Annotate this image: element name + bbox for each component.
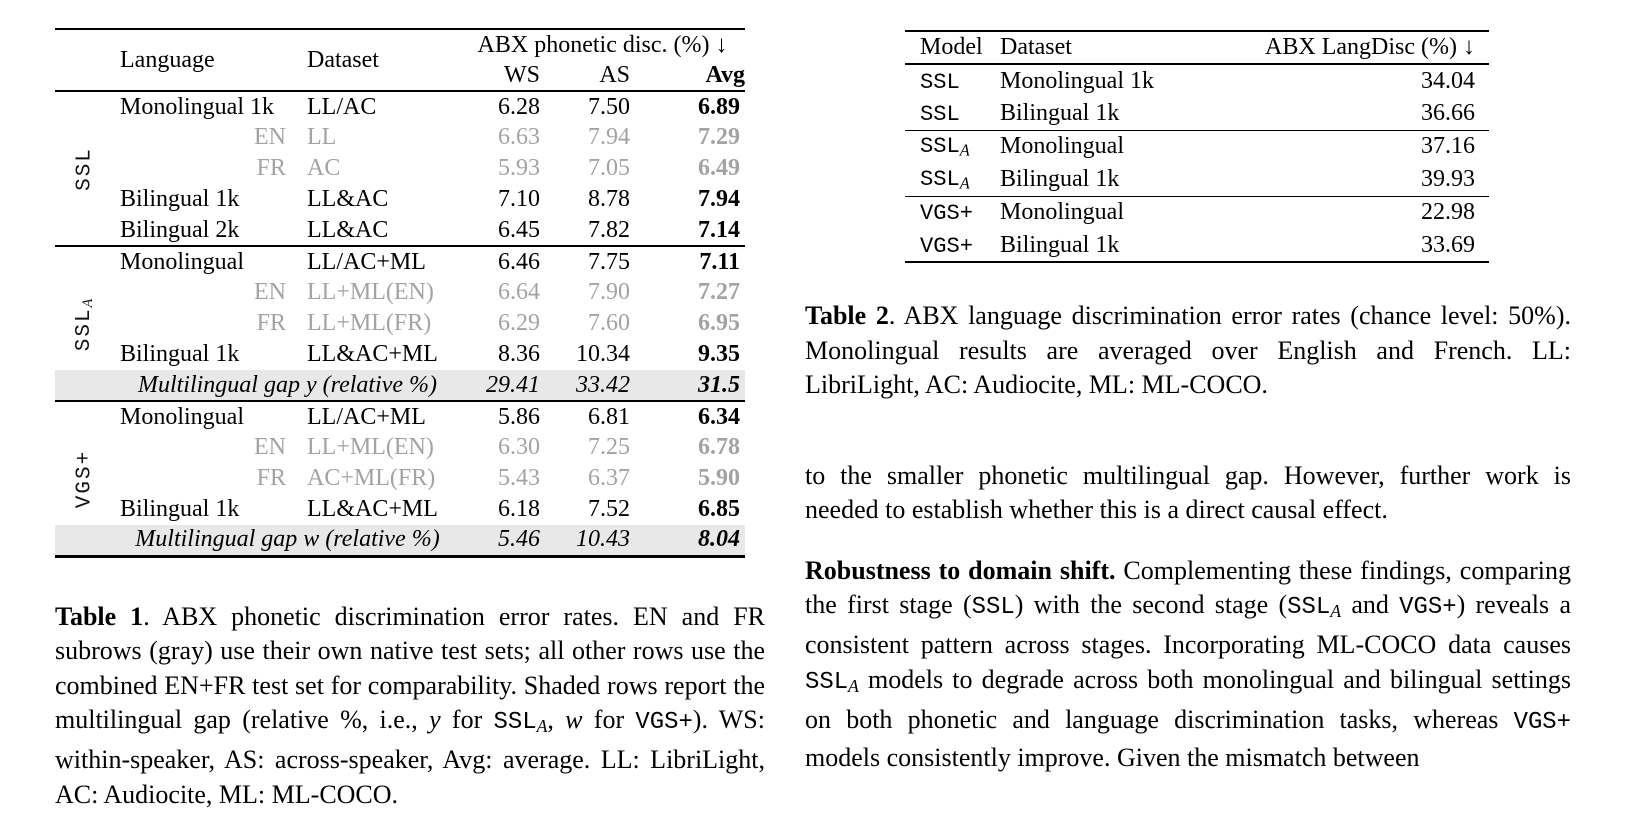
group-label-cell (55, 296, 115, 351)
table-row (905, 130, 1489, 163)
table-row (55, 215, 745, 246)
cell-as: 33.42 (540, 370, 630, 401)
right-column (805, 20, 1571, 775)
cell-ws: 6.46 (460, 246, 540, 277)
group-label-spacer (55, 91, 115, 122)
table-row (55, 494, 745, 525)
cell-avg: 7.27 (698, 279, 741, 305)
table2-header-model: Model (905, 31, 1000, 64)
cell-language: Bilingual 2k (120, 216, 240, 243)
cell-ws: 6.29 (498, 310, 540, 336)
cell-language: FR (256, 465, 286, 491)
multilingual-gap-row (55, 525, 745, 556)
cell-ws: 6.28 (498, 93, 540, 120)
cell-avg: 6.34 (630, 401, 745, 432)
table2-header-metric: ABX LangDisc (%) ↓ (1235, 31, 1489, 64)
cell-language: EN (254, 434, 286, 460)
cell-dataset: AC+ML(FR) (307, 465, 436, 491)
table-row (55, 184, 745, 215)
table1 (55, 28, 745, 558)
gap-row-label: Multilingual gap w (relative %) (115, 525, 460, 556)
table2-caption: Table 2. ABX language discrimination error rates (chance level: 50%). Monolingual results are averaged over English and French. LL: LibriLight, AC: Audiocite, ML: ML-COCO. (805, 301, 1571, 399)
table1-header-language: Language (115, 29, 300, 91)
cell-dataset: Monolingual 1k (1000, 67, 1154, 94)
group-label-cell (55, 449, 115, 508)
cell-as: 7.50 (588, 93, 630, 120)
cell-dataset: AC (307, 155, 341, 181)
cell-dataset: LL+ML(EN) (307, 279, 434, 305)
group-label-spacer (55, 401, 115, 432)
table1-header-dataset: Dataset (300, 29, 460, 91)
cell-model: VGS+ (920, 201, 973, 227)
cell-avg: 7.14 (698, 216, 741, 243)
cell-model: $SSL_A$ (920, 134, 970, 161)
cell-value: 36.66 (1235, 97, 1489, 130)
group-label-spacer (55, 525, 115, 556)
cell-dataset: LL/AC+ML (300, 246, 460, 277)
cell-language: EN (254, 279, 286, 305)
cell-language: EN (254, 124, 286, 150)
cell-dataset: LL/AC+ML (300, 401, 460, 432)
table-row (55, 153, 745, 184)
cell-value: 22.98 (1421, 199, 1475, 226)
cell-as: 10.43 (540, 525, 630, 556)
table1-header-as: AS (540, 60, 630, 91)
cell-avg: 7.29 (698, 124, 741, 150)
cell-as: 7.75 (540, 246, 630, 277)
table-row (55, 463, 745, 494)
table-row (55, 277, 745, 308)
table2-header-dataset: Dataset (1000, 31, 1235, 64)
multilingual-gap-row (55, 370, 745, 401)
cell-avg: 6.49 (698, 155, 741, 181)
table-row (55, 246, 745, 277)
cell-as: 8.78 (588, 186, 630, 212)
cell-ws: 8.36 (498, 341, 540, 367)
cell-value: 37.16 (1421, 133, 1475, 160)
table2-header-row (905, 31, 1489, 64)
cell-avg: 6.95 (698, 310, 741, 336)
cell-avg: 6.89 (698, 93, 741, 120)
cell-as: 6.37 (588, 465, 630, 491)
cell-avg: 6.78 (698, 434, 741, 460)
cell-model: SSL (905, 97, 1000, 130)
cell-dataset: LL&AC (307, 216, 389, 243)
cell-language: Monolingual 1k (120, 93, 274, 120)
cell-avg: 7.94 (698, 186, 741, 212)
cell-value: 39.93 (1235, 163, 1489, 196)
cell-avg: 5.90 (698, 465, 741, 491)
cell-ws: 5.86 (460, 401, 540, 432)
group-label-vgs: VGS+ (73, 449, 97, 508)
table-row (905, 97, 1489, 130)
table1-header-metric-group: ABX phonetic disc. (%) ↓ (460, 29, 745, 60)
cell-avg: 31.5 (630, 370, 745, 401)
cell-dataset: Monolingual (1000, 199, 1124, 226)
cell-as: 10.34 (576, 341, 630, 367)
table1-caption: Table 1. ABX phonetic discrimination error rates. EN and FR subrows (gray) use their own native test sets; all other rows use the combined EN+FR test set for comparability. Shaded rows report the multilingual gap (relative %, i.e., y for $SSL_A$, w for VGS+). WS: within-speaker, AS: across-speaker, Avg: average. LL: LibriLight, AC: Audiocite, ML: ML-COCO. (55, 601, 765, 809)
cell-ws: 5.93 (498, 155, 540, 181)
cell-value: 34.04 (1421, 67, 1475, 94)
cell-language: Monolingual (115, 401, 300, 432)
cell-dataset: LL+ML(FR) (307, 310, 432, 336)
table-row (55, 339, 745, 370)
cell-ws: 7.10 (498, 186, 540, 212)
cell-avg: 6.85 (698, 496, 741, 522)
cell-language: FR (256, 310, 286, 336)
group-label-ssl: SSL (73, 146, 97, 191)
table-row (905, 64, 1489, 97)
table-row (55, 432, 745, 463)
cell-avg: 7.11 (630, 246, 745, 277)
cell-language: Monolingual (115, 246, 300, 277)
cell-model: $SSL_A$ (905, 163, 1000, 196)
cell-model: VGS+ (905, 229, 1000, 262)
table1-header-ws: WS (460, 60, 540, 91)
cell-as: 7.52 (588, 496, 630, 522)
table-row (55, 308, 745, 339)
table-row (55, 91, 745, 122)
cell-ws: 5.43 (498, 465, 540, 491)
table-row (55, 122, 745, 153)
cell-ws: 6.30 (498, 434, 540, 460)
body-paragraph-1: to the smaller phonetic multilingual gap. However, further work is needed to establish whether this is a direct causal effect. (805, 460, 1571, 524)
table1-header-avg: Avg (630, 60, 745, 91)
cell-as: 7.25 (588, 434, 630, 460)
cell-language: Bilingual 1k (120, 341, 240, 367)
table-row (55, 401, 745, 432)
cell-as: 7.05 (588, 155, 630, 181)
table-row (905, 163, 1489, 196)
cell-as: 7.94 (588, 124, 630, 150)
group-label-ssla: $SSL_A$ (72, 296, 97, 351)
cell-dataset: LL&AC+ML (307, 496, 438, 522)
group-label-spacer (55, 370, 115, 401)
cell-dataset: LL+ML(EN) (307, 434, 434, 460)
cell-language: Bilingual 1k (120, 186, 240, 212)
cell-ws: 5.46 (460, 525, 540, 556)
cell-model: SSL (920, 69, 960, 95)
table1-corner-cell (55, 29, 115, 91)
group-label-spacer (55, 246, 115, 277)
cell-as: 6.81 (540, 401, 630, 432)
cell-as: 7.82 (588, 216, 630, 243)
group-label-spacer (55, 215, 115, 246)
cell-dataset: LL/AC (307, 93, 377, 120)
cell-ws: 29.41 (460, 370, 540, 401)
cell-ws: 6.45 (498, 216, 540, 243)
cell-dataset: LL&AC (307, 186, 389, 212)
cell-language: Bilingual 1k (120, 496, 240, 522)
cell-ws: 6.64 (498, 279, 540, 305)
table-row (905, 196, 1489, 229)
cell-ws: 6.63 (498, 124, 540, 150)
cell-dataset: LL (307, 124, 337, 150)
cell-avg: 8.04 (630, 525, 745, 556)
cell-as: 7.90 (588, 279, 630, 305)
cell-avg: 9.35 (698, 341, 741, 367)
body-paragraph-2: Robustness to domain shift. Complementing these findings, comparing the first stage (SSL) with the second stage ($SSL_A$ and VGS+) reveals a consistent pattern across stages. Incorporating ML-COCO data causes $SSL_A$ models to degrade across both monolingual and bilingual settings on both phonetic and language discrimination tasks, whereas VGS+ models consistently improve. Given the mismatch between (805, 555, 1571, 772)
cell-dataset: Bilingual 1k (1000, 97, 1235, 130)
cell-ws: 6.18 (498, 496, 540, 522)
cell-dataset: LL&AC+ML (307, 341, 438, 367)
left-column (55, 20, 765, 812)
gap-row-label: Multilingual gap y (relative %) (115, 370, 460, 401)
cell-as: 7.60 (588, 310, 630, 336)
group-label-cell (55, 146, 115, 191)
cell-dataset: Bilingual 1k (1000, 229, 1235, 262)
table-row (905, 229, 1489, 262)
cell-language: FR (256, 155, 286, 181)
cell-dataset: Monolingual (1000, 133, 1124, 160)
table1-header-row-1 (55, 29, 745, 60)
cell-dataset: Bilingual 1k (1000, 163, 1235, 196)
cell-value: 33.69 (1235, 229, 1489, 262)
table2 (905, 30, 1489, 263)
